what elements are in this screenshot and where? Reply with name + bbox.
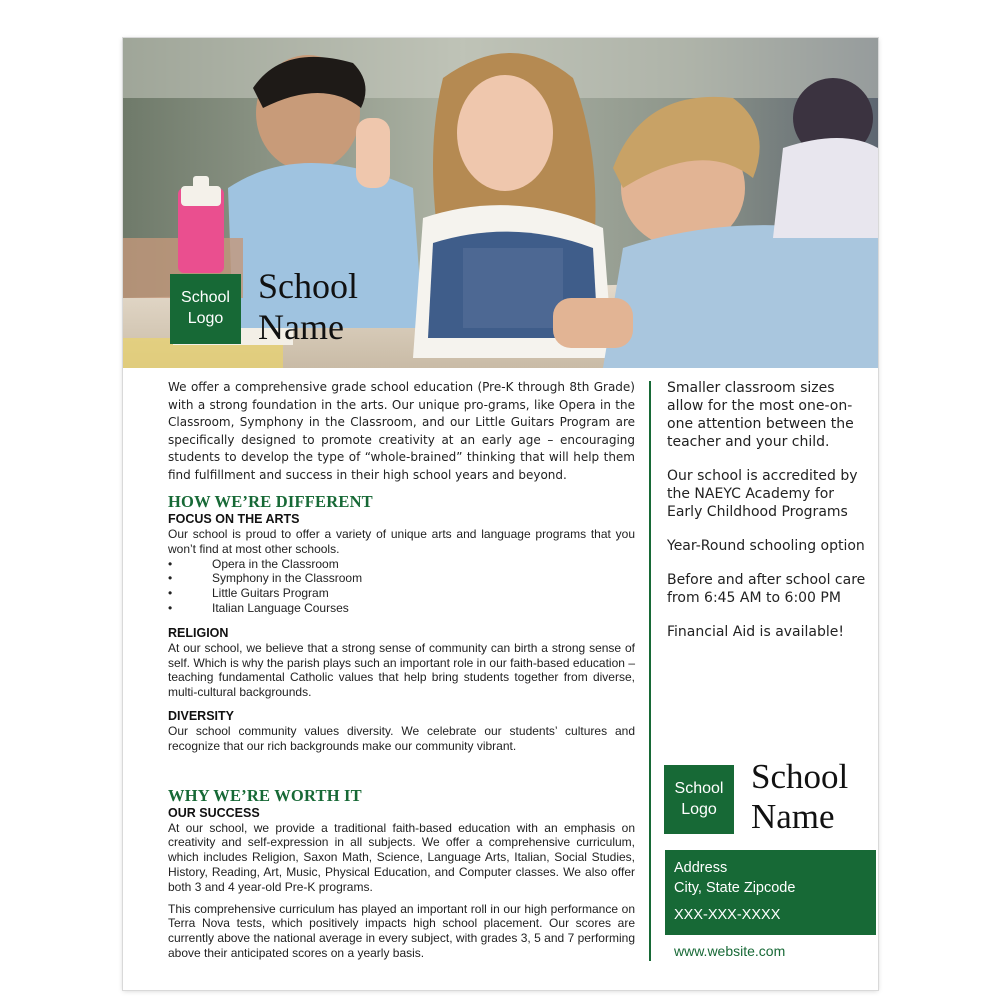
school-logo-label: School Logo <box>674 779 724 818</box>
flyer-page <box>123 38 878 990</box>
school-logo-label: School Logo <box>181 289 230 327</box>
arts-paragraph: Our school is proud to offer a variety of unique arts and language programs that you won’t find at most other schools. <box>168 527 635 556</box>
performance-paragraph: This comprehensive curriculum has played an important roll in our high performance on Terra Nova tests, which positively impacts high school placement. Our scores are currently above the national average in every subject, with grades 3, 5 and 7 performing above their anticipated scores on a yearly basis. <box>168 901 635 960</box>
phone-number: XXX-XXX-XXXX <box>674 907 781 923</box>
intro-paragraph: We offer a comprehensive grade school education (Pre-K through 8th Grade) with a strong foundation in the arts. Our unique pro-grams, like Opera in the Classroom, Symphony in the Classroom, and our Little Guitars Program are specifically designed to promote creativity at an early age – encouraging students to develop the type of “whole-brained” thinking that will help them find fulfillment and success in their high school years and beyond. <box>168 380 635 482</box>
school-logo-top <box>170 274 241 344</box>
sidebar-column <box>667 379 867 657</box>
section-heading-worth: WHY WE’RE WORTH IT <box>168 785 362 805</box>
list-item: • Symphony in the Classroom <box>168 571 363 586</box>
list-item: • Opera in the Classroom <box>168 556 339 571</box>
religion-paragraph: At our school, we believe that a strong sense of community can birth a strong sense of self. Which is why the parish plays such an important role in our faith-based education – teaching fundamental Catholic values that help bring students together from diverse, multi-cultural backgrounds. <box>168 640 635 700</box>
programs-list <box>168 557 635 616</box>
success-paragraph: At our school, we provide a traditional faith-based education with an emphasis on creativity and self-expression in all subjects. We offer a comprehensive curriculum, which includes Religion, Saxon Math, Science, Language Arts, Italian, Social Studies, History, Reading, Art, Music, Physical Education, and Computer classes. We also offer both 3 and 4 year-old Pre-K programs. <box>168 820 635 894</box>
contact-box <box>665 850 876 935</box>
subheading-diversity: DIVERSITY <box>168 708 234 723</box>
bullet-icon: • <box>168 600 173 615</box>
website-link[interactable]: www.website.com <box>674 943 786 959</box>
school-logo-bottom <box>664 765 734 834</box>
subheading-religion: RELIGION <box>168 625 229 640</box>
sidebar-point: Financial Aid is available! <box>667 624 844 640</box>
sidebar-point: Before and after school care from 6:45 AM to 6:00 PM <box>667 572 866 606</box>
bullet-icon: • <box>168 571 173 586</box>
school-name-bottom: School Name <box>751 757 849 837</box>
address-line: Address <box>674 860 728 876</box>
sidebar-point: Smaller classroom sizes allow for the most one-on-one attention between the teacher and your child. <box>667 380 854 450</box>
sidebar-point: Year-Round schooling option <box>667 538 865 554</box>
column-divider <box>649 381 651 961</box>
bullet-icon: • <box>168 586 173 601</box>
main-column <box>168 379 635 961</box>
section-heading-different: HOW WE’RE DIFFERENT <box>168 492 373 511</box>
subheading-success: OUR SUCCESS <box>168 805 260 820</box>
diversity-paragraph: Our school community values diversity. We celebrate our students’ cultures and recognize that our rich backgrounds make our community vibrant. <box>168 723 635 753</box>
list-item: • Italian Language Courses <box>168 600 349 615</box>
school-name-top: School Name <box>258 266 359 348</box>
bullet-icon: • <box>168 556 173 571</box>
list-item: • Little Guitars Program <box>168 586 329 601</box>
city-state-zip: City, State Zipcode <box>674 879 796 896</box>
subheading-arts: FOCUS ON THE ARTS <box>168 512 300 526</box>
sidebar-point: Our school is accredited by the NAEYC Academy for Early Childhood Programs <box>667 468 858 520</box>
